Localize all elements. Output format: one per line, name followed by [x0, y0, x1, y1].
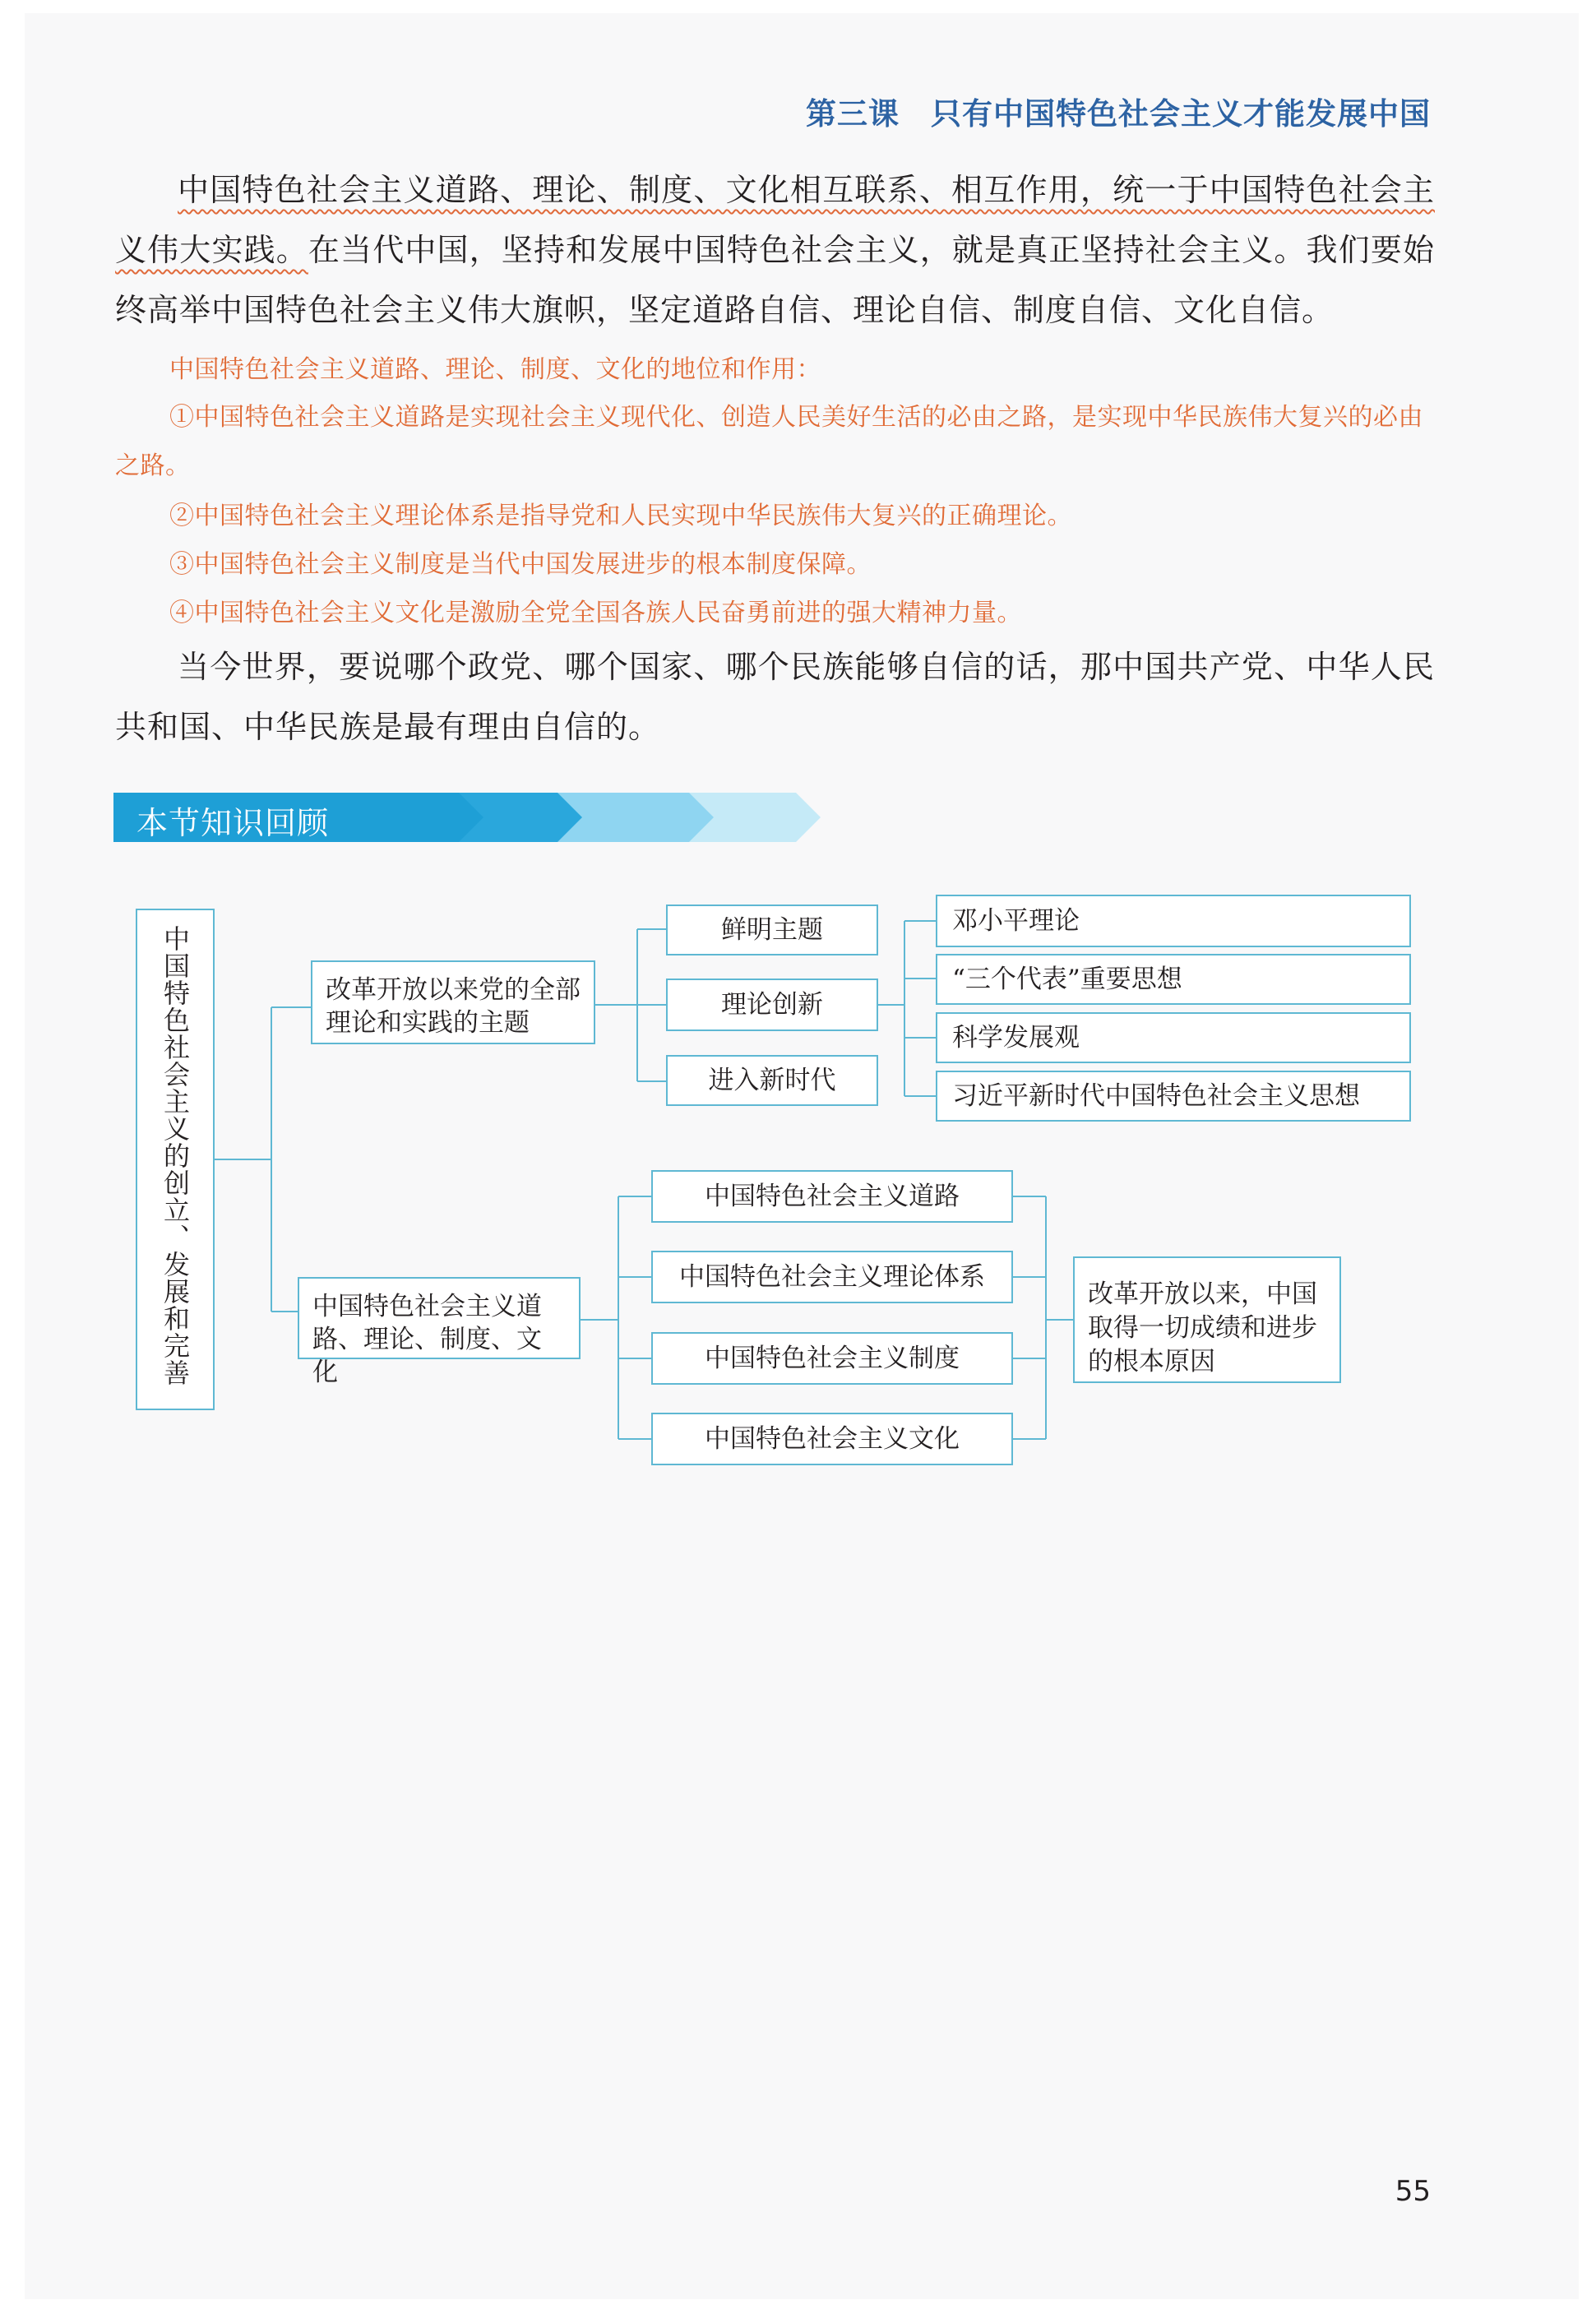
key-sentence: 中国特色社会主义道路、理论、制度、文化相互联系、相互作用，统一于中国特色社会主义伟大实践。: [115, 172, 1435, 268]
note-item-3: ③中国特色社会主义制度是当代中国发展进步的根本制度保障。: [169, 550, 872, 579]
paragraph-1: [115, 160, 1435, 340]
root-node-label: 中国特色社会主义的创立、发展和完善: [160, 925, 191, 1386]
conclusion-node: 改革开放以来，中国取得一切成绩和进步的根本原因: [1073, 1256, 1341, 1383]
theory-scientific-development: 科学发展观: [936, 1012, 1411, 1063]
note-item-4: ④中国特色社会主义文化是激励全党全国各族人民奋勇前进的强大精神力量。: [169, 599, 1022, 627]
theory-deng-xiaoping: 邓小平理论: [936, 895, 1411, 947]
node-new-era: 进入新时代: [666, 1055, 878, 1106]
branch-four-aspects-node: 中国特色社会主义道路、理论、制度、文化: [298, 1277, 581, 1359]
node-system: 中国特色社会主义制度: [651, 1332, 1013, 1385]
lesson-header: 第三课 只有中国特色社会主义才能发展中国: [806, 96, 1431, 132]
paragraph-1-rest: 在当代中国，坚持和发展中国特色社会主义，就是真正坚持社会主义。我们要始终高举中国特色社会主义伟大旗帜，坚定道路自信、理论自信、制度自信、文化自信。: [115, 232, 1435, 328]
branch-theme-node: 改革开放以来党的全部理论和实践的主题: [311, 960, 595, 1044]
node-theory-innovation: 理论创新: [666, 979, 878, 1031]
node-road: 中国特色社会主义道路: [651, 1170, 1013, 1223]
theory-three-represents: “三个代表”重要思想: [936, 954, 1411, 1005]
page-number: 55: [1395, 2175, 1431, 2208]
section-banner-label: 本节知识回顾: [136, 805, 330, 841]
node-distinct-theme: 鲜明主题: [666, 905, 878, 955]
note-item-1: ①中国特色社会主义道路是实现社会主义现代化、创造人民美好生活的必由之路，是实现中华民族伟大复兴的必由之路。: [115, 403, 1423, 480]
theory-xi-jinping-thought: 习近平新时代中国特色社会主义思想: [936, 1071, 1411, 1122]
paragraph-2: 当今世界，要说哪个政党、哪个国家、哪个民族能够自信的话，那中国共产党、中华人民共和国、中华民族是最有理由自信的。: [115, 649, 1435, 745]
node-theory-system: 中国特色社会主义理论体系: [651, 1251, 1013, 1303]
node-culture: 中国特色社会主义文化: [651, 1413, 1013, 1465]
section-banner: [113, 793, 829, 842]
note-title: 中国特色社会主义道路、理论、制度、文化的地位和作用：: [169, 355, 821, 384]
note-item-2: ②中国特色社会主义理论体系是指导党和人民实现中华民族伟大复兴的正确理论。: [169, 502, 1072, 530]
